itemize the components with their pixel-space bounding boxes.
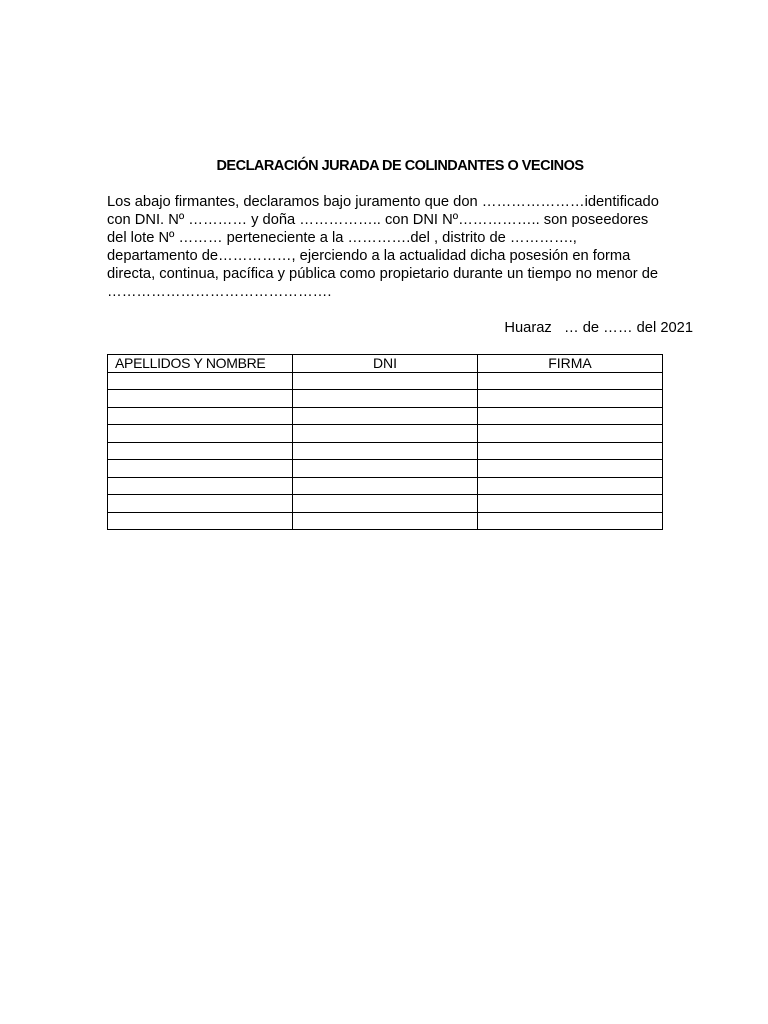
table-row <box>108 425 663 443</box>
cell-apellidos-nombre <box>108 390 293 408</box>
cell-firma <box>478 442 663 460</box>
cell-dni <box>293 495 478 513</box>
cell-apellidos-nombre <box>108 460 293 478</box>
cell-firma <box>478 425 663 443</box>
cell-firma <box>478 477 663 495</box>
cell-dni <box>293 390 478 408</box>
document-title: DECLARACIÓN JURADA DE COLINDANTES O VECINOS <box>216 158 584 174</box>
header-firma: FIRMA <box>478 355 663 373</box>
place-date-line: Huaraz … de …… del 2021 <box>504 320 693 336</box>
cell-dni <box>293 442 478 460</box>
paragraph-line: del lote Nº ……… perteneciente a la ………….del , distrito de …………., <box>107 230 577 246</box>
cell-firma <box>478 512 663 530</box>
table-row <box>108 442 663 460</box>
cell-apellidos-nombre <box>108 495 293 513</box>
header-dni: DNI <box>293 355 478 373</box>
paragraph-line: Los abajo firmantes, declaramos bajo juramento que don …………………identificado <box>107 194 659 210</box>
cell-firma <box>478 407 663 425</box>
table-row <box>108 477 663 495</box>
cell-firma <box>478 390 663 408</box>
paragraph-line: departamento de……………, ejerciendo a la actualidad dicha posesión en forma <box>107 248 631 264</box>
header-apellidos-nombre: APELLIDOS Y NOMBRE <box>108 355 293 373</box>
cell-apellidos-nombre <box>108 425 293 443</box>
table-row <box>108 512 663 530</box>
cell-dni <box>293 477 478 495</box>
paragraph-line: directa, continua, pacífica y pública como propietario durante un tiempo no menor de <box>107 266 659 282</box>
cell-apellidos-nombre <box>108 407 293 425</box>
cell-dni <box>293 460 478 478</box>
table-row <box>108 460 663 478</box>
signatures-table-body <box>108 372 663 530</box>
cell-apellidos-nombre <box>108 477 293 495</box>
cell-firma <box>478 460 663 478</box>
table-header-row <box>108 355 663 373</box>
cell-dni <box>293 425 478 443</box>
cell-apellidos-nombre <box>108 372 293 390</box>
cell-dni <box>293 407 478 425</box>
cell-firma <box>478 372 663 390</box>
cell-apellidos-nombre <box>108 442 293 460</box>
signatures-table <box>107 354 663 530</box>
table-row <box>108 407 663 425</box>
table-row <box>108 372 663 390</box>
paragraph-line: con DNI. Nº ………… y doña …………….. con DNI Nº…………….. son poseedores <box>107 212 649 228</box>
cell-firma <box>478 495 663 513</box>
declaration-paragraph <box>107 193 707 301</box>
cell-dni <box>293 512 478 530</box>
table-row <box>108 390 663 408</box>
table-row <box>108 495 663 513</box>
paragraph-line: ………………………………………. <box>107 284 332 300</box>
cell-dni <box>293 372 478 390</box>
cell-apellidos-nombre <box>108 512 293 530</box>
